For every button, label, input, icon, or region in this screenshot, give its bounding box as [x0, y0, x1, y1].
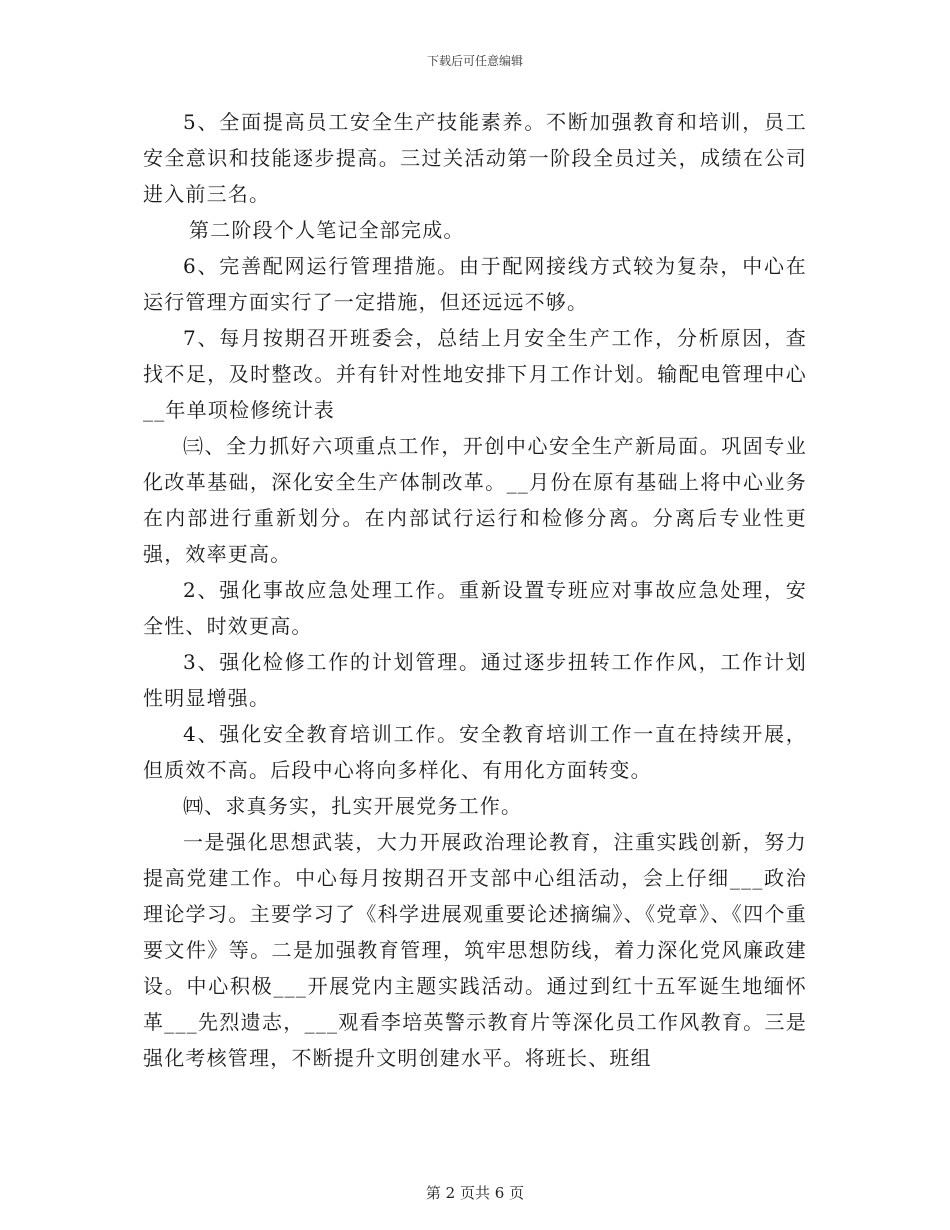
page-footer: 第 2 页共 6 页: [425, 1184, 525, 1202]
paragraph-item-3: 3、强化检修工作的计划管理。通过逐步扭转工作作风，工作计划性明显增强。: [143, 650, 807, 710]
paragraph-item-5: 5、全面提高员工安全生产技能素养。不断加强教育和培训，员工安全意识和技能逐步提高。三过关活动第一阶段全员过关，成绩在公司进入前三名。: [143, 110, 807, 206]
paragraph-item-7: 7、每月按期召开班委会，总结上月安全生产工作，分析原因，查找不足，及时整改。并有针对性地安排下月工作计划。输配电管理中心__年单项检修统计表: [143, 326, 807, 422]
paragraph-item-6: 6、完善配网运行管理措施。由于配网接线方式较为复杂，中心在运行管理方面实行了一定措施，但还远远不够。: [143, 254, 807, 314]
paragraph-section-3: ㈢、全力抓好六项重点工作，开创中心安全生产新局面。巩固专业化改革基础，深化安全生产体制改革。__月份在原有基础上将中心业务在内部进行重新划分。在内部试行运行和检修分离。分离后专业性更强，效率更高。: [143, 434, 807, 566]
paragraph-item-4: 4、强化安全教育培训工作。安全教育培训工作一直在持续开展，但质效不高。后段中心将向多样化、有用化方面转变。: [143, 722, 807, 782]
page-header: 下载后可任意编辑: [426, 54, 523, 68]
paragraph-party-work: 一是强化思想武装，大力开展政治理论教育，注重实践创新，努力提高党建工作。中心每月按期召开支部中心组活动，会上仔细___政治理论学习。主要学习了《科学进展观重要论述摘编》、《党章》、《四个重要文件》等。二是加强教育管理，筑牢思想防线，着力深化党风廉政建设。中心积极___开展党内主题实践活动。通过到红十五军诞生地缅怀革___先烈遗志，___观看李培英警示教育片等深化员工作风教育。三是强化考核管理，不断提升文明创建水平。将班长、班组: [143, 830, 807, 1070]
paragraph-second-stage: 第二阶段个人笔记全部完成。: [189, 218, 465, 242]
document-body: [143, 104, 807, 1076]
paragraph-item-2: 2、强化事故应急处理工作。重新设置专班应对事故应急处理，安全性、时效更高。: [143, 578, 807, 638]
paragraph-section-4: ㈣、求真务实，扎实开展党务工作。: [183, 794, 523, 818]
